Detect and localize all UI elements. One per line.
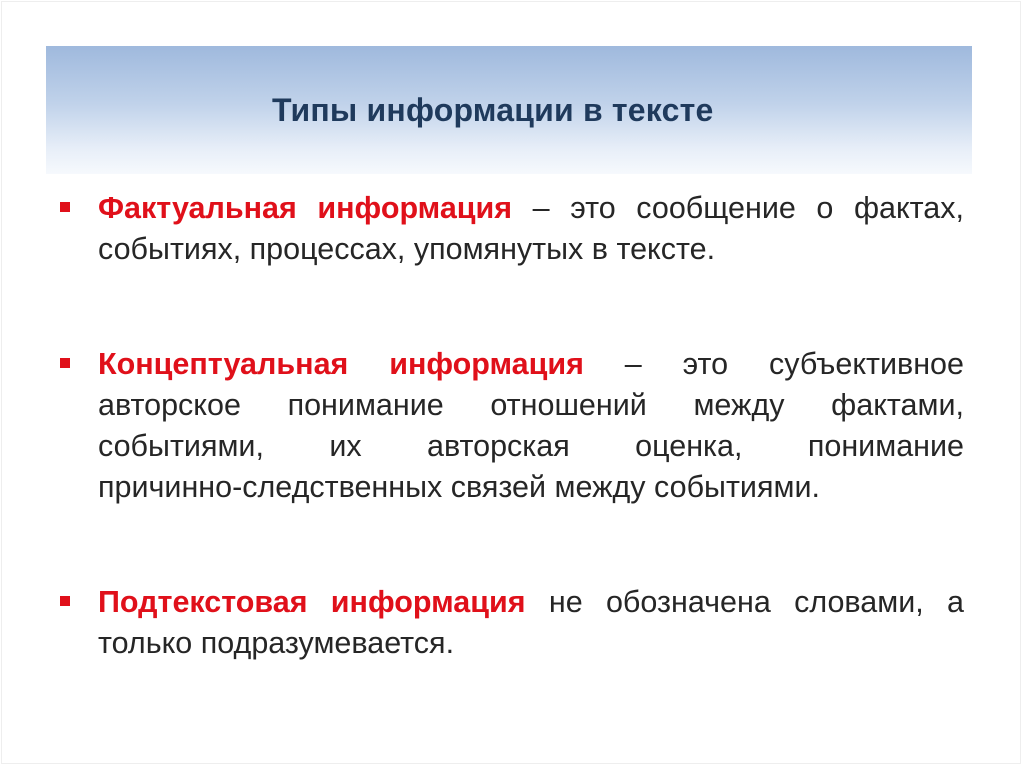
bullet-text (98, 582, 964, 664)
bullet-term: Концептуальная информация (98, 347, 584, 381)
bullet-line: только подразумевается. (98, 626, 455, 660)
bullet-term: Фактуальная информация (98, 191, 513, 225)
bullet-square-icon (60, 202, 70, 212)
bullet-square-icon (60, 358, 70, 368)
bullet-line: событиях, процессах, упомянутых в тексте. (98, 232, 716, 266)
bullet-line (98, 582, 964, 623)
slide-title: Типы информации в тексте (272, 92, 714, 128)
bullet-line (98, 188, 964, 229)
bullet-item-subtext (60, 582, 964, 664)
bullet-line: причинно-следственных связей между событиями. (98, 470, 820, 504)
bullet-text (98, 188, 964, 270)
bullet-line: авторское понимание отношений между фактами, (98, 388, 964, 422)
bullet-list (60, 188, 964, 664)
bullet-item-factual (60, 188, 964, 270)
bullet-line-text: – это субъективное (583, 347, 964, 381)
bullet-text (98, 344, 964, 508)
bullet-line: событиями, их авторская оценка, понимание (98, 429, 964, 463)
bullet-square-icon (60, 596, 70, 606)
bullet-line-text: не обозначена словами, а (525, 585, 964, 619)
bullet-term: Подтекстовая информация (98, 585, 526, 619)
bullet-line (98, 344, 964, 385)
bullet-item-conceptual (60, 344, 964, 508)
bullet-line-text: – это сообщение о фактах, (512, 191, 964, 225)
